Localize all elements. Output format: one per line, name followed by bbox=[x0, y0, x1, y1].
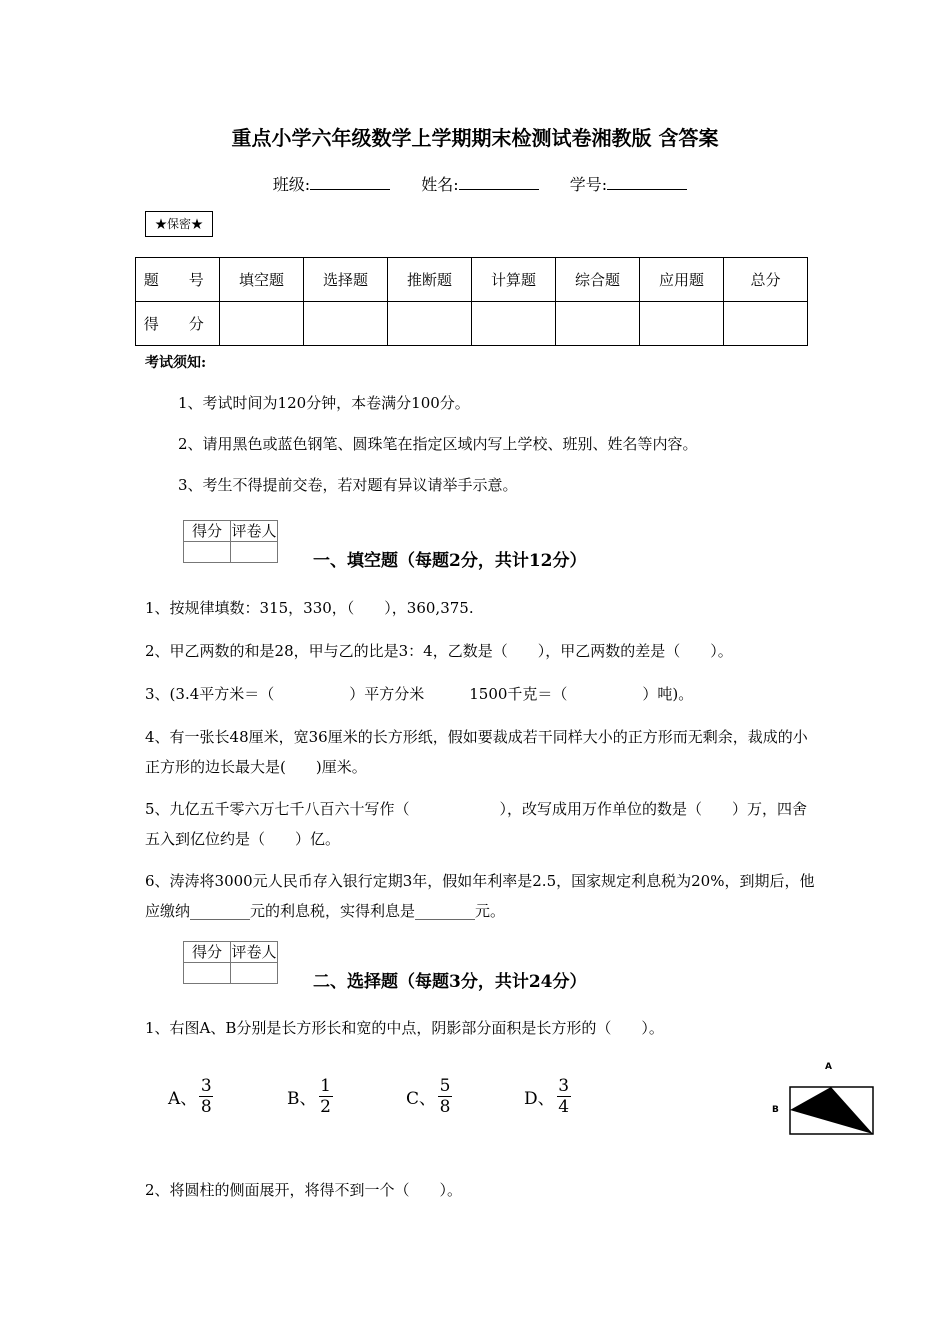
numerator: 3 bbox=[558, 1076, 570, 1096]
rectangle-diagram bbox=[765, 1060, 880, 1140]
option-fraction bbox=[199, 1076, 213, 1117]
score-cell[interactable] bbox=[556, 302, 640, 346]
grader-score-cell[interactable] bbox=[184, 542, 231, 563]
option-fraction bbox=[319, 1076, 333, 1117]
option-fraction bbox=[438, 1076, 452, 1117]
numerator: 3 bbox=[200, 1076, 212, 1096]
grader-reviewer-cell[interactable] bbox=[231, 963, 278, 984]
name-field[interactable] bbox=[459, 175, 539, 190]
denominator: 8 bbox=[200, 1097, 212, 1117]
question: 4、有一张长48厘米，宽36厘米的长方形纸，假如要裁成若干同样大小的正方形而无剩余，裁成的小正方形的边长最大是( )厘米。 bbox=[145, 728, 808, 776]
grader-box bbox=[183, 941, 278, 984]
score-table-header: 综合题 bbox=[556, 258, 640, 302]
grader-score-cell[interactable] bbox=[184, 963, 231, 984]
option-label: A、 bbox=[168, 1089, 198, 1109]
student-info bbox=[0, 172, 950, 195]
option-label: D、 bbox=[524, 1089, 555, 1109]
score-row-label: 得 分 bbox=[136, 302, 220, 346]
question: 6、涛涛将3000元人民币存入银行定期3年，假如年利率是2.5，国家规定利息税为20%，到期后，他应缴纳________元的利息税，实得利息是________元。 bbox=[145, 872, 815, 920]
grader-score-label: 得分 bbox=[184, 521, 231, 542]
figure-label-b: B bbox=[772, 1105, 779, 1115]
rectangle-figure bbox=[765, 1060, 880, 1140]
shaded-triangle bbox=[790, 1087, 873, 1134]
score-table-header: 应用题 bbox=[640, 258, 724, 302]
score-table-header-row bbox=[136, 258, 808, 302]
notice-item: 3、考生不得提前交卷，若对题有异议请举手示意。 bbox=[178, 476, 518, 494]
student-id-field[interactable] bbox=[607, 175, 687, 190]
grader-box bbox=[183, 520, 278, 563]
notice-item: 1、考试时间为120分钟，本卷满分100分。 bbox=[178, 394, 470, 412]
option-label: C、 bbox=[406, 1089, 437, 1109]
score-cell[interactable] bbox=[304, 302, 388, 346]
option-fraction bbox=[557, 1076, 571, 1117]
class-field[interactable] bbox=[310, 175, 390, 190]
grader-score-label: 得分 bbox=[184, 942, 231, 963]
grader-reviewer-label: 评卷人 bbox=[231, 522, 277, 540]
notice-heading: 考试须知: bbox=[145, 355, 207, 371]
score-table-header: 题 号 bbox=[136, 258, 220, 302]
denominator: 4 bbox=[558, 1097, 570, 1117]
question: 1、按规律填数：315，330，（ ），360,375. bbox=[145, 599, 474, 617]
section-title: 一、填空题（每题2分，共计12分） bbox=[313, 551, 587, 571]
page-title: 重点小学六年级数学上学期期末检测试卷湘教版 含答案 bbox=[231, 126, 719, 150]
question: 2、甲乙两数的和是28，甲与乙的比是3：4，乙数是（ ），甲乙两数的差是（ ）。 bbox=[145, 642, 733, 660]
question: 3、(3.4平方米＝（ ）平方分米 1500千克＝（ ）吨)。 bbox=[145, 685, 694, 703]
score-table-header: 选择题 bbox=[304, 258, 388, 302]
question: 1、右图A、B分别是长方形长和宽的中点，阴影部分面积是长方形的（ ）。 bbox=[145, 1019, 664, 1037]
score-cell[interactable] bbox=[640, 302, 724, 346]
score-cell[interactable] bbox=[388, 302, 472, 346]
score-cell[interactable] bbox=[724, 302, 808, 346]
score-cell[interactable] bbox=[472, 302, 556, 346]
grader-reviewer-cell[interactable] bbox=[231, 542, 278, 563]
section-title: 二、选择题（每题3分，共计24分） bbox=[313, 972, 587, 992]
class-label: 班级: bbox=[272, 175, 311, 194]
option-b[interactable] bbox=[287, 1076, 333, 1117]
notice-item: 2、请用黑色或蓝色钢笔、圆珠笔在指定区域内写上学校、班别、姓名等内容。 bbox=[178, 435, 698, 453]
question: 2、将圆柱的侧面展开，将得不到一个（ ）。 bbox=[145, 1181, 463, 1199]
figure-label-a: A bbox=[825, 1062, 832, 1072]
name-label: 姓名: bbox=[421, 175, 459, 194]
score-cell[interactable] bbox=[220, 302, 304, 346]
option-label: B、 bbox=[287, 1089, 317, 1109]
question: 5、九亿五千零六万七千八百六十写作（ ），改写成用万作单位的数是（ ）万，四舍五入到亿位约是（ ）亿。 bbox=[145, 800, 808, 848]
option-d[interactable] bbox=[524, 1076, 571, 1117]
score-table-header: 计算题 bbox=[472, 258, 556, 302]
option-a[interactable] bbox=[168, 1076, 213, 1117]
score-table-header: 填空题 bbox=[220, 258, 304, 302]
numerator: 1 bbox=[320, 1076, 331, 1096]
score-table-header: 总分 bbox=[724, 258, 808, 302]
denominator: 8 bbox=[439, 1097, 451, 1117]
numerator: 5 bbox=[439, 1076, 451, 1096]
student-id-label: 学号: bbox=[569, 175, 608, 194]
confidential-badge: ★保密★ bbox=[145, 211, 213, 237]
score-table bbox=[135, 257, 808, 346]
option-c[interactable] bbox=[406, 1076, 452, 1117]
denominator: 2 bbox=[320, 1097, 331, 1117]
grader-reviewer-label: 评卷人 bbox=[231, 943, 277, 961]
score-table-score-row bbox=[136, 302, 808, 346]
score-table-header: 推断题 bbox=[388, 258, 472, 302]
